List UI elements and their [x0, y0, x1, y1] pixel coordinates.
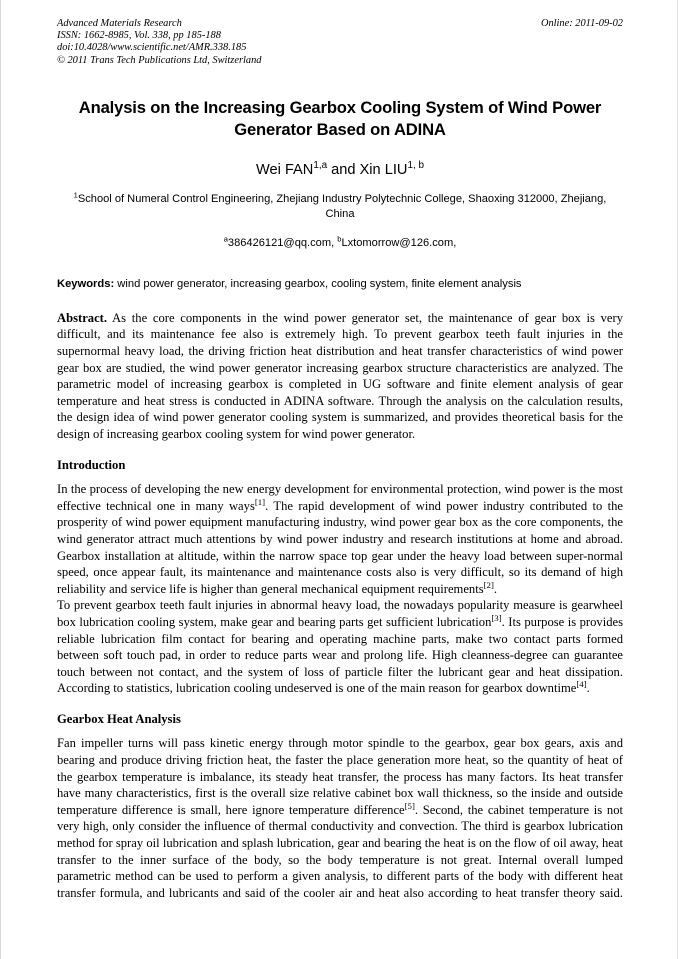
page-title: Analysis on the Increasing Gearbox Cooling System of Wind Power Generator Based on ADINA	[78, 97, 602, 139]
affiliation-text: School of Numeral Control Engineering, Zhejiang Industry Polytechnic College, Shaoxing 312000, Zhejiang, China	[77, 192, 607, 221]
paragraph-text: Fan impeller turns will pass kinetic energy through motor spindle to the gearbox, gear box gears, axis and bearing and produce driving friction heat, the faster the place generation more heat, so the quantity of heat of the gearbox temperature is imbalance, its steady heat transfer, the process has many factors. Its heat transfer have many characteristics, first is the overall size relative cabinet box wall thickness, so the inside and outside temperature difference is small, here ignore temperature difference	[57, 736, 623, 817]
journal-issn: ISSN: 1662-8985, Vol. 338, pp 185-188	[57, 30, 221, 42]
keywords-text: wind power generator, increasing gearbox, cooling system, finite element analysis	[114, 277, 522, 290]
author-emails	[57, 236, 623, 251]
paragraph-text: . The rapid development of wind power industry contributed to the prosperity of wind power equipment manufacturing industry, wind power gear box as the core components, the wind generator attract much attentions by wind power industry and research institutions at home and abroad. Gearbox installation at altitude, within the narrow space top gear under the heavy load between super-normal speed, once appear fault, its maintenance and maintenance costs also is very difficult, so its demand of high reliability and service life is higher than general mechanical equipment requirements	[57, 498, 623, 596]
citation-marker[interactable]: [1]	[254, 496, 266, 507]
paragraph-introduction-1	[57, 481, 623, 597]
email-address-2[interactable]: Lxtomorrow@126.com,	[341, 236, 457, 249]
paragraph-gearbox-heat-analysis-1	[57, 735, 623, 901]
section-heading-introduction: Introduction	[57, 457, 126, 472]
email-address-1[interactable]: 386426121@qq.com,	[227, 236, 338, 249]
affiliation-marker: 1	[73, 190, 78, 200]
journal-copyright: © 2011 Trans Tech Publications Ltd, Switzerland	[57, 54, 262, 66]
author-sup-2: 1, b	[407, 159, 424, 171]
online-date: Online: 2011-09-02	[540, 18, 623, 29]
citation-marker[interactable]: [3]	[491, 612, 502, 623]
citation-marker[interactable]: [2]	[483, 579, 494, 590]
paragraph-text: .	[586, 681, 590, 696]
author-sup-1: 1,a	[313, 159, 328, 171]
paragraph-text: . Second, the cabinet temperature is not very high, only consider the influence of thermal conductivity and convection. The third is gearbox lubrication method for spray oil lubrication and splash lubrication, gear and bearing the heat is on the flow of oil away, heat transfer to the inner surface of the body, so the body temperature is not great. Internal overall lumped parametric method can be used to perform a given analysis, to different parts of the body with different heat transfer formula, and lubricants and said of the cooler air and heat also according to heat transfer theory said.	[57, 802, 623, 900]
paragraph-text: .	[493, 581, 498, 596]
author-name-2: Xin LIU	[359, 161, 408, 178]
journal-header	[57, 18, 623, 67]
email-sup-2: b	[337, 234, 342, 244]
email-sup-1: a	[223, 234, 228, 244]
keywords-label: Keywords:	[57, 277, 115, 290]
paragraph-introduction-2	[57, 597, 623, 697]
keywords-line	[57, 277, 623, 292]
abstract-text: As the core components in the wind power generator set, the maintenance of gear box is very difficult, and its maintenance fee also is extremely high. To prevent gearbox teeth fault injuries in the supernormal heavy load, the driving friction heat distribution and heat transfer characteristics of wind power gear box are studied, the wind power generator increasing gearbox structure characteristics are analyzed. The parametric model of increasing gearbox is completed in UG software and finite element analysis of gear temperature and heat stress is conducted in ADINA software. Through the analysis on the calculation results, the design idea of wind power generator cooling system is summarized, and provides theoretical basis for the design of increasing gearbox cooling system for wind power generator.	[57, 310, 623, 441]
abstract-label: Abstract.	[57, 310, 108, 325]
page-content	[57, 18, 623, 901]
section-heading-gearbox-heat-analysis: Gearbox Heat Analysis	[57, 711, 181, 726]
paragraph-text: . Its purpose is provides reliable lubrication film contact for bearing and operating machine parts, make two contact parts formed between soft touch pad, in order to reduce parts wear and prolong life. High cleanness-degree can guarantee touch between not contact, and the system of loss of particle filter the lubricant gear and heat dissipation. According to statistics, lubrication cooling undeserved is one of the main reason for gearbox downtime	[57, 614, 623, 696]
affiliation	[57, 192, 623, 223]
author-conjunction: and	[327, 161, 360, 178]
citation-marker[interactable]: [5]	[404, 800, 415, 811]
journal-doi: doi:10.4028/www.scientific.net/AMR.338.185	[57, 42, 247, 54]
paragraph-text: In the process of developing the new energy development for environmental protection, wind power is the most effective technical one in many ways	[57, 482, 623, 513]
paragraph-text: To prevent gearbox teeth fault injuries in abnormal heavy load, the nowadays popularity measure is gearwheel box lubrication cooling system, make gear and bearing parts get sufficient lubrication	[57, 598, 623, 629]
author-list	[57, 161, 623, 179]
author-name-1: Wei FAN	[256, 161, 314, 178]
abstract	[57, 310, 623, 443]
journal-name: Advanced Materials Research	[57, 18, 182, 29]
citation-marker[interactable]: [4]	[576, 679, 587, 690]
